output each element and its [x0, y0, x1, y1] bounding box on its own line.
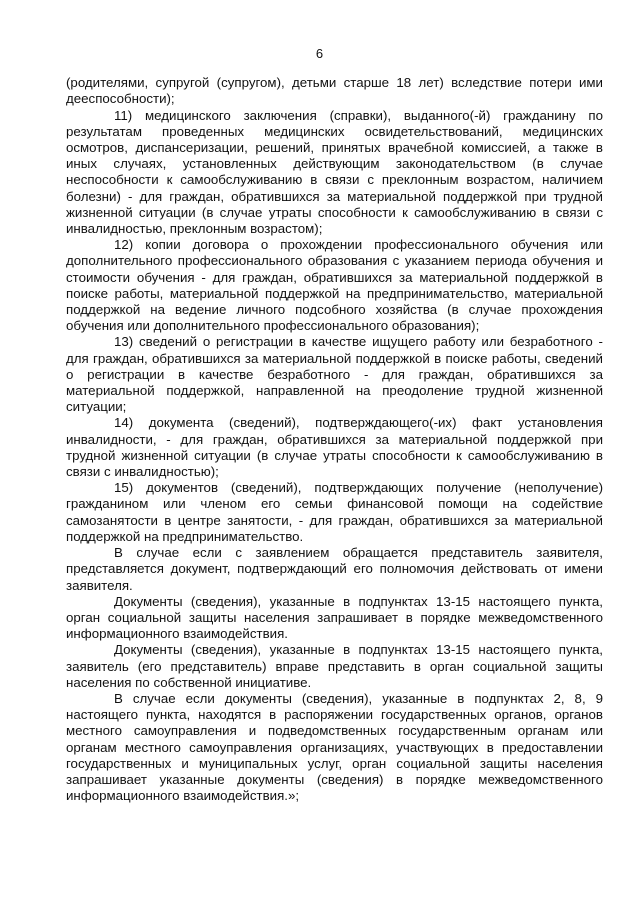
paragraph-item-12: 12) копии договора о прохождении профессионального обучения или дополнительного профессионального образования с указанием периода обучения и стоимости обучения - для граждан, обратившихся за материальной поддержкой в поиске работы, материальной поддержкой на предпринимательство, материальной поддержкой на ведение личного подсобного хозяйства (в случае прохождения обучения или дополнительного профессионального образования);	[66, 237, 603, 334]
paragraph-item-14: 14) документа (сведений), подтверждающего(-их) факт установления инвалидности, - для граждан, обратившихся за материальной поддержкой при трудной жизненной ситуации (в случае утраты способности к самообслуживанию в связи с инвалидностью);	[66, 415, 603, 480]
paragraph-documents-request: В случае если документы (сведения), указанные в подпунктах 2, 8, 9 настоящего пункта, находятся в распоряжении государственных органов, органов местного самоуправления и подведомственных государственным органам или органам местного самоуправления организациях, участвующих в предоставлении государственных и муниципальных услуг, орган социальной защиты населения запрашивает указанные документы (сведения) в порядке межведомственного информационного взаимодействия.»;	[66, 690, 603, 804]
paragraph-representative: В случае если с заявлением обращается представитель заявителя, представляется документ, подтверждающий его полномочия действовать от имени заявителя.	[66, 545, 603, 593]
paragraph-continuation: (родителями, супругой (супругом), детьми старше 18 лет) вследствие потери ими дееспособности);	[66, 75, 603, 107]
paragraph-item-11: 11) медицинского заключения (справки), выданного(-й) гражданину по результатам проведенных медицинских освидетельствований, медицинских осмотров, диспансеризации, решений, принятых врачебной комиссией, а также в иных случаях, установленных действующим законодательством (в случае неспособности к самообслуживанию в связи с преклонным возрастом, наличием болезни) - для граждан, обратившихся за материальной поддержкой при трудной жизненной ситуации (в случае утраты способности к самообслуживанию в связи с инвалидностью, преклонным возрастом);	[66, 107, 603, 237]
paragraph-item-15: 15) документов (сведений), подтверждающих получение (неполучение) гражданином или членом его семьи финансовой помощи на содействие самозанятости в центре занятости, - для граждан, обратившихся за материальной поддержкой на предпринимательство.	[66, 480, 603, 544]
paragraph-item-13: 13) сведений о регистрации в качестве ищущего работу или безработного - для граждан, обратившихся за материальной поддержкой в поиске работы, сведений о регистрации в качестве безработного - для граждан, обратившихся за материальной поддержкой, направленной на преодоление трудной жизненной ситуации;	[66, 334, 603, 415]
page-number: 6	[315, 46, 324, 61]
paragraph-own-initiative: Документы (сведения), указанные в подпунктах 13-15 настоящего пункта, заявитель (его представитель) вправе представить в орган социальной защиты населения по собственной инициативе.	[66, 642, 603, 690]
paragraph-interagency-request: Документы (сведения), указанные в подпунктах 13-15 настоящего пункта, орган социальной защиты населения запрашивает в порядке межведомственного информационного взаимодействия.	[66, 593, 603, 642]
